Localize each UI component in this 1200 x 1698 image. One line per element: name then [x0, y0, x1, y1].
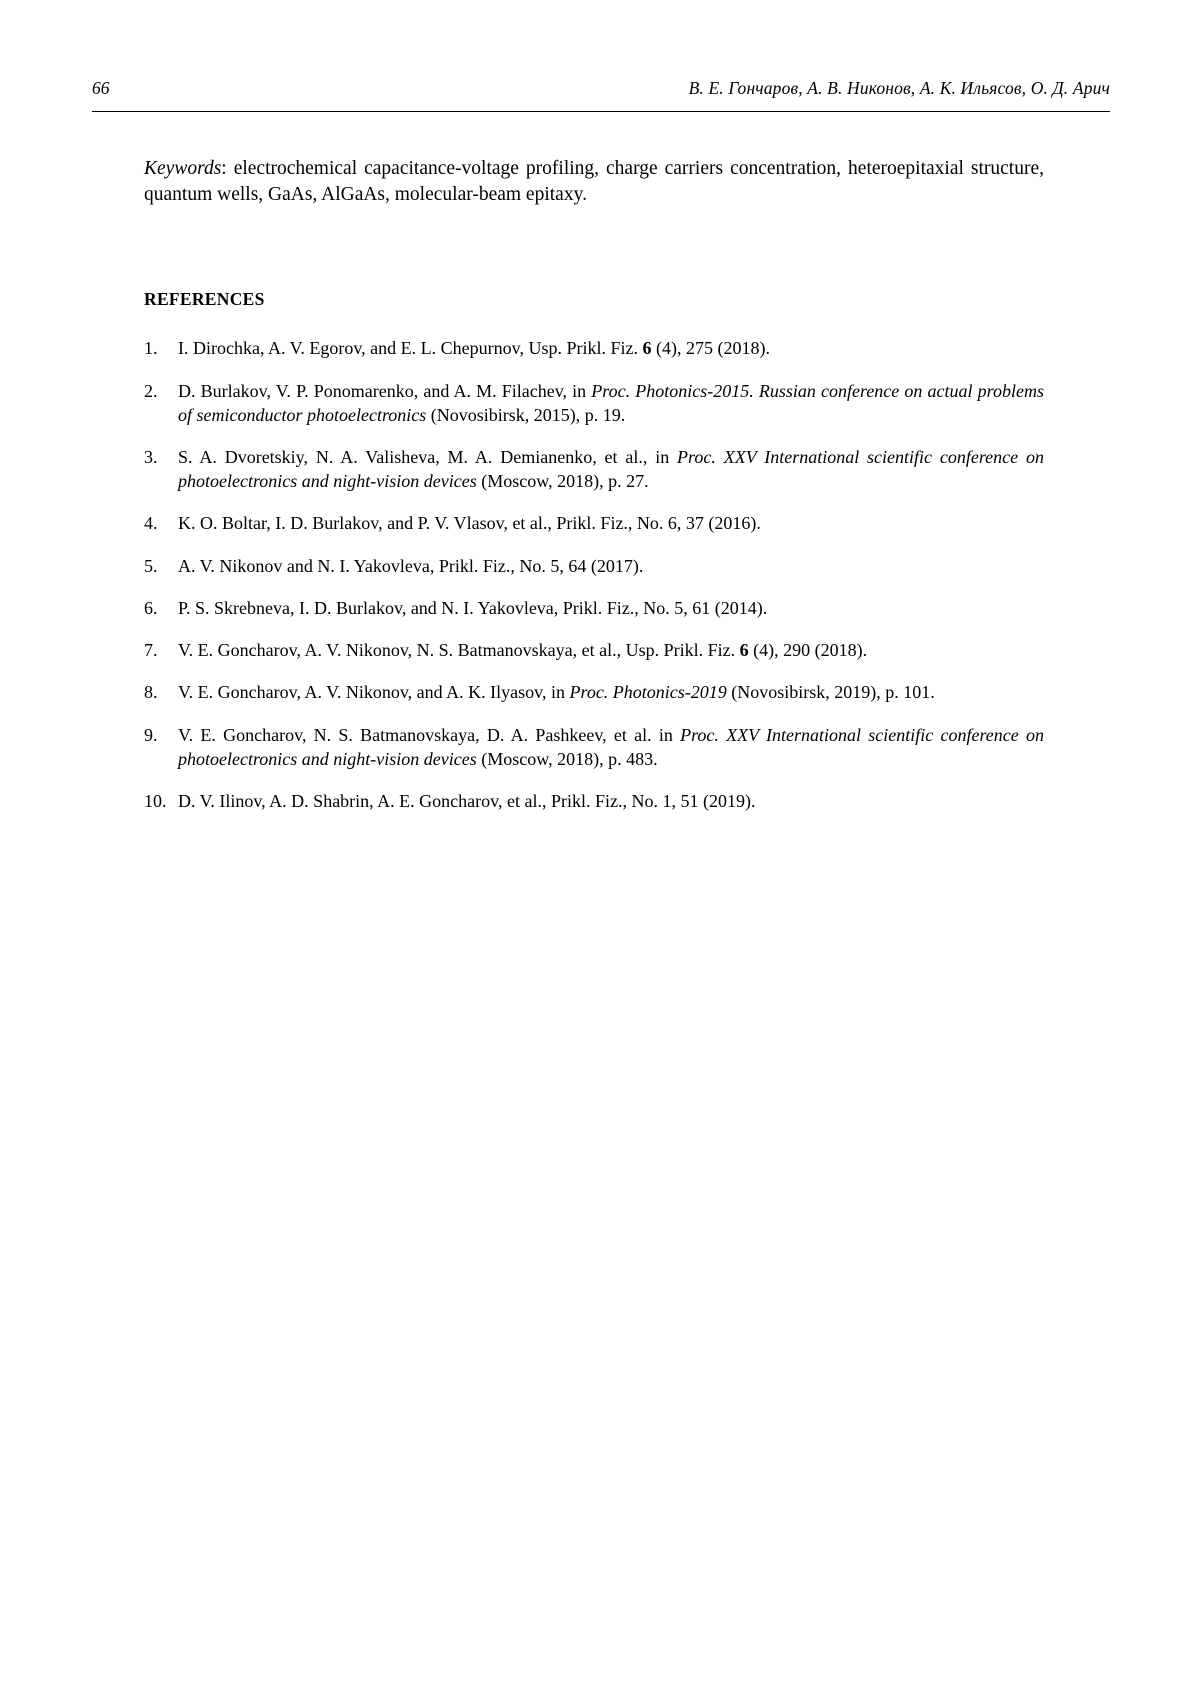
reference-text-part: Proc. XXV International scientific conference on photoelectronics and night-vision devices — [178, 447, 1044, 492]
reference-text — [178, 725, 1044, 769]
reference-text — [178, 791, 755, 811]
reference-text-part: Proc. XXV International scientific conference on photoelectronics and night-vision devices — [178, 724, 1044, 769]
reference-number: 5. — [144, 555, 158, 576]
reference-text-part: (Novosibirsk, 2019), p. 101. — [726, 682, 935, 703]
references-list — [144, 336, 1044, 813]
reference-text-part: I. Dirochka, A. V. Egorov, and E. L. Chepurnov, Usp. Prikl. Fiz. — [178, 338, 643, 359]
reference-number: 10. — [144, 790, 167, 811]
reference-text-part: (4), 290 (2018). — [748, 640, 868, 661]
reference-text-part: (Moscow, 2018), p. 27. — [476, 471, 649, 492]
page-content — [92, 78, 1110, 815]
reference-item — [144, 336, 1044, 360]
reference-number: 8. — [144, 682, 158, 703]
reference-text-part: (Moscow, 2018), p. 483. — [476, 748, 658, 769]
reference-text — [178, 447, 1044, 491]
reference-text-part: V. E. Goncharov, A. V. Nikonov, and A. K. Ilyasov, in — [178, 682, 570, 703]
reference-number: 7. — [144, 640, 158, 661]
references-heading: REFERENCES — [144, 289, 265, 310]
page-number: 66 — [92, 78, 110, 98]
reference-item — [144, 596, 1044, 620]
reference-text — [178, 381, 1044, 425]
header-rule — [92, 111, 1110, 112]
keywords-separator: : — [221, 158, 234, 179]
reference-text-part: D. Burlakov, V. P. Ponomarenko, and A. M. Filachev, in — [178, 380, 592, 401]
reference-text-part: S. A. Dvoretskiy, N. A. Valisheva, M. A. Demianenko, et al., in — [178, 447, 678, 468]
reference-text — [178, 682, 935, 702]
reference-text-part: 6 — [739, 640, 749, 661]
reference-item — [144, 554, 1044, 578]
reference-text-part: V. E. Goncharov, N. S. Batmanovskaya, D. A. Pashkeev, et al. in — [178, 724, 681, 745]
keywords-text: electrochemical capacitance-voltage profiling, charge carriers concentration, heteroepitaxial structure, quantum wells, GaAs, AlGaAs, molecular-beam epitaxy. — [144, 158, 1044, 205]
reference-text-part: D. V. Ilinov, A. D. Shabrin, A. E. Goncharov, et al., Prikl. Fiz., No. 1, 51 (2019). — [178, 790, 756, 811]
reference-text-part: Proc. Photonics-2015. Russian conference on actual problems of semiconductor photoelectronics — [178, 380, 1044, 425]
reference-item — [144, 680, 1044, 704]
reference-text-part: K. O. Boltar, I. D. Burlakov, and P. V. Vlasov, et al., Prikl. Fiz., No. 6, 37 (2016). — [178, 513, 761, 534]
reference-number: 9. — [144, 724, 158, 745]
running-head — [92, 78, 1110, 109]
reference-item — [144, 445, 1044, 493]
reference-number: 4. — [144, 513, 158, 534]
reference-text-part: V. E. Goncharov, A. V. Nikonov, N. S. Batmanovskaya, et al., Usp. Prikl. Fiz. — [178, 640, 740, 661]
reference-text-part: A. V. Nikonov and N. I. Yakovleva, Prikl. Fiz., No. 5, 64 (2017). — [178, 555, 644, 576]
reference-text — [178, 640, 867, 660]
reference-text-part: (Novosibirsk, 2015), p. 19. — [426, 404, 626, 425]
reference-text — [178, 513, 761, 533]
reference-text — [178, 598, 767, 618]
reference-text-part: Proc. Photonics-2019 — [569, 682, 727, 703]
keywords-label: Keywords — [144, 158, 222, 179]
reference-item — [144, 723, 1044, 771]
reference-number: 1. — [144, 338, 158, 359]
keywords-paragraph — [144, 156, 1044, 207]
reference-item — [144, 638, 1044, 662]
reference-text — [178, 338, 770, 358]
reference-item — [144, 379, 1044, 427]
reference-text-part: (4), 275 (2018). — [651, 338, 770, 359]
reference-item — [144, 789, 1044, 813]
reference-number: 3. — [144, 447, 158, 468]
reference-text-part: P. S. Skrebneva, I. D. Burlakov, and N. I. Yakovleva, Prikl. Fiz., No. 5, 61 (2014). — [178, 597, 768, 618]
reference-number: 6. — [144, 597, 158, 618]
reference-item — [144, 511, 1044, 535]
reference-text — [178, 556, 643, 576]
running-head-authors: В. Е. Гончаров, А. В. Никонов, А. К. Ильясов, О. Д. Арич — [688, 78, 1110, 98]
reference-text-part: 6 — [642, 338, 652, 359]
reference-number: 2. — [144, 380, 158, 401]
